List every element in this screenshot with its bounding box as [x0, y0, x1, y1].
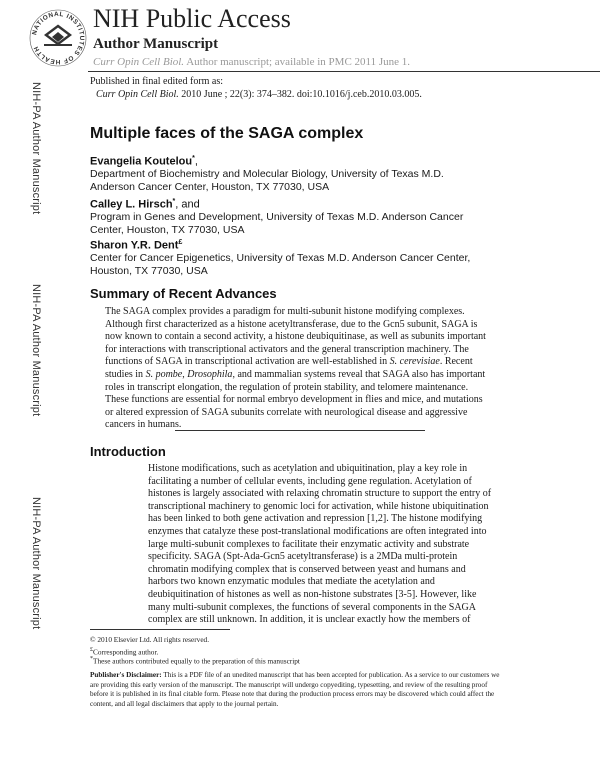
publisher-disclaimer	[90, 671, 500, 709]
side-label-middle: NIH-PA Author Manuscript	[30, 284, 42, 417]
disclaimer-label: Publisher's Disclaimer:	[90, 671, 162, 679]
header-citation	[93, 56, 410, 68]
author-name: Sharon Y.R. Dent	[90, 239, 179, 252]
side-label-top: NIH-PA Author Manuscript	[30, 82, 42, 215]
summary-text-part: . Recent studies in	[105, 356, 473, 380]
nih-logo	[28, 8, 88, 68]
footnote-text: These authors contributed equally to the preparation of this manuscript	[93, 656, 300, 666]
footnote-text: Corresponding author.	[93, 647, 159, 657]
author-manuscript-subtitle: Author Manuscript	[93, 36, 219, 52]
footnote-rule	[90, 629, 230, 630]
footnote-mark: *	[90, 656, 94, 662]
published-citation	[90, 88, 422, 101]
summary-text-part: ,	[182, 368, 188, 380]
section-divider	[175, 430, 425, 431]
published-details: 2010 June ; 22(3): 374–382. doi:10.1016/j.ceb.2010.03.005.	[178, 89, 422, 100]
author-mark: *	[172, 198, 176, 205]
disclaimer-text: This is a PDF file of an unedited manuscript that has been accepted for publication. As a service to our customers we are providing this early version of the manuscript. The manuscript will undergo copyediting, typesetting, and review of the resulting proof before it is published in its final citable form. Please note that during the production process errors may be discovered which could affect the content, and all legal disclaimers that apply to the journal pertain.	[90, 671, 500, 708]
author-name: Calley L. Hirsch	[90, 198, 173, 211]
citation-rest: Author manuscript; available in PMC 2011 June 1.	[184, 56, 411, 68]
summary-text-part: , and mammalian systems reveal that SAGA also has important roles in transcript elongation, the regulation of protein stability, and telomere maintenance. These functions are essential for normal embryo development in flies and mice, and mutations or altered expression of SAGA subunits correlate with neurological disease and aggressive cancers in humans.	[105, 368, 486, 431]
author-name: Evangelia Koutelou	[90, 155, 193, 168]
species-name: Drosophila	[187, 368, 233, 380]
author-hirsch	[90, 198, 200, 211]
logo-ring-text: NATIONAL INSTITUTES OF HEALTH	[31, 10, 86, 66]
citation-journal: Curr Opin Cell Biol.	[93, 56, 185, 68]
author-suffix: ,	[194, 155, 198, 168]
author-suffix: , and	[175, 198, 200, 211]
author-mark: *	[192, 155, 195, 162]
footnote-mark: £	[90, 647, 94, 653]
published-label: Published in final edited form as:	[90, 76, 224, 87]
summary-heading: Summary of Recent Advances	[90, 286, 277, 301]
introduction-heading: Introduction	[90, 444, 166, 459]
author-koutelou	[90, 155, 198, 168]
summary-text-part: The SAGA complex provides a paradigm for multi-subunit histone modifying complexes. Although first characterized as a histone acetyltransferase, due to the Gcn5 subunit, SAGA is now known to contain a second activity, a histone deubiquitinase, as well as subunits important for interactions with transcriptional activators and the general transcription machinery. The functions of SAGA in transcriptional activation are well-established in	[105, 306, 486, 368]
affiliation-koutelou: Department of Biochemistry and Molecular Biology, University of Texas M.D. Anderson Cancer Center, Houston, TX 77030, USA	[90, 168, 444, 194]
affiliation-dent: Center for Cancer Epigenetics, University of Texas M.D. Anderson Cancer Center, Houston, TX 77030, USA	[90, 252, 471, 278]
species-name: S. cerevisiae	[389, 356, 440, 368]
species-name: S. pombe	[145, 368, 183, 380]
published-journal: Curr Opin Cell Biol.	[96, 89, 179, 100]
side-label-bottom: NIH-PA Author Manuscript	[30, 497, 42, 630]
equal-contribution-note	[90, 655, 300, 666]
article-title: Multiple faces of the SAGA complex	[90, 125, 364, 142]
introduction-text: Histone modifications, such as acetylation and ubiquitination, play a key role in facilitating a number of cellular events, including gene regulation. Acetylation of histones is largely associated with relaxing chromatin structure to support the entry of transcriptional machinery to genomic loci for activation, while histone ubiquitination has been linked to both gene activation and repression [1,2]. The histone modifying enzymes that catalyze these post-translational modifications are often integrated into large multi-subunit complexes to facilitate their enzymatic activity and substrate specificity. SAGA (Spt-Ada-Gcn5 acetyltransferase) is a 2MDa multi-protein chromatin modifying complex that is conserved between yeast and humans and harbors two known enzymatic modules that mediate the acetylation and deubiquitination of histones as well as non-histone substrates [3-5]. However, like many multi-subunit complexes, the functions of several components in the SAGA complex are still unknown. In addition, it is unclear exactly how the members of	[148, 463, 492, 626]
copyright-notice: © 2010 Elsevier Ltd. All rights reserved.	[90, 635, 210, 644]
summary-text	[105, 306, 490, 432]
nih-public-access-title: NIH Public Access	[93, 4, 291, 33]
published-info	[90, 75, 422, 101]
affiliation-hirsch: Program in Genes and Development, University of Texas M.D. Anderson Cancer Center, Houston, TX 77030, USA	[90, 211, 464, 237]
header-rule	[88, 71, 600, 72]
author-mark: £	[178, 239, 183, 246]
author-dent	[90, 239, 182, 252]
